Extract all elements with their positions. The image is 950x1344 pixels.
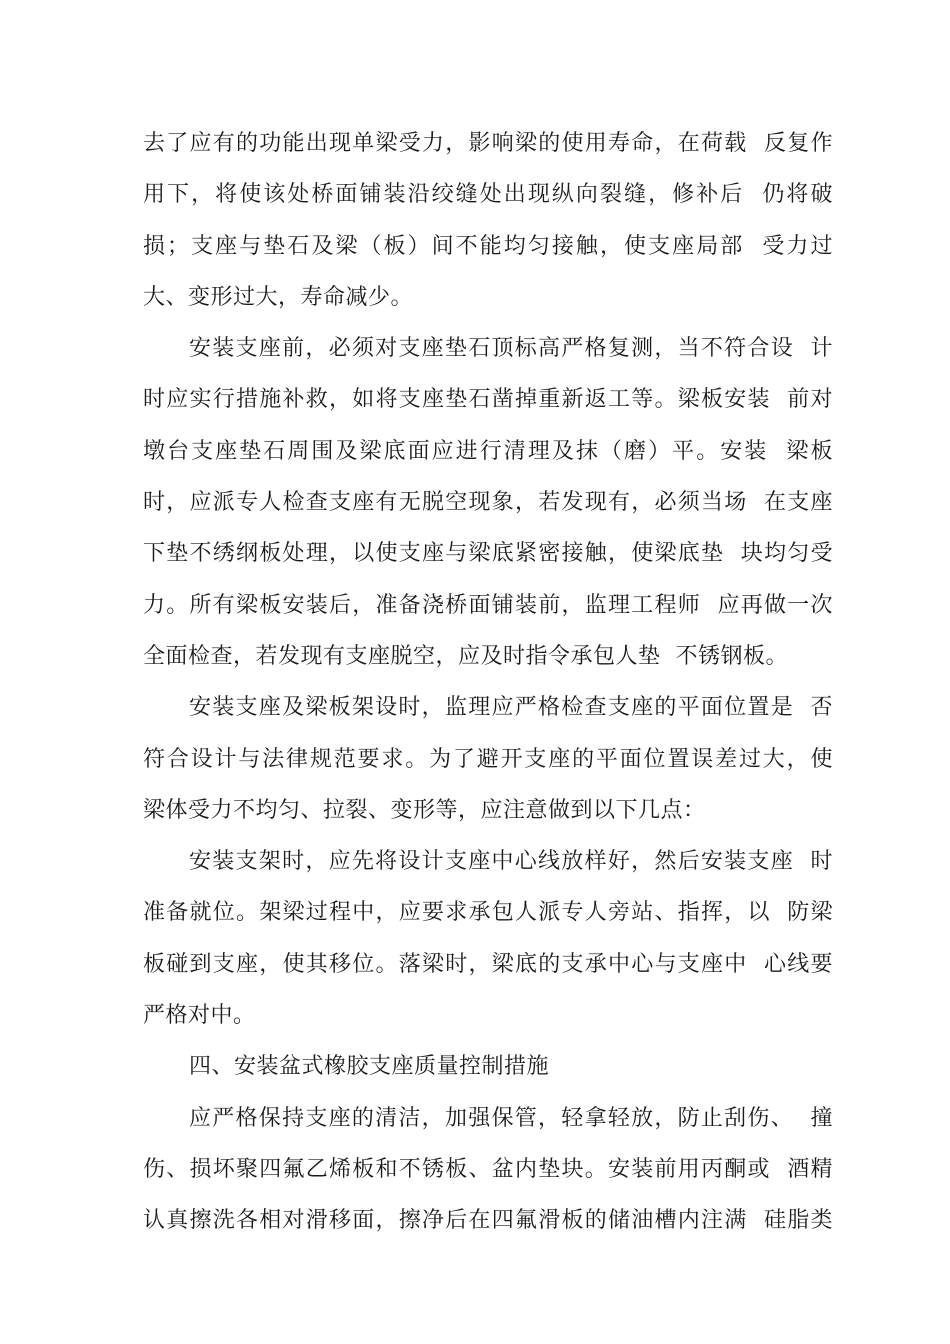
text-line: 安装支座及梁板架设时，监理应严格检查支座的平面位置是 否 [189, 695, 833, 721]
text-line: 损；支座与垫石及梁（板）间不能均匀接触，使支座局部 受力过 [143, 233, 833, 259]
text-line: 板碰到支座，使其移位。落梁时，梁底的支承中心与支座中 心线要 [143, 951, 833, 977]
text-line: 用下，将使该处桥面铺装沿绞缝处出现纵向裂缝，修补后 仍将破 [143, 182, 833, 208]
text-line: 安装支架时，应先将设计支座中心线放样好，然后安装支座 时 [189, 849, 833, 875]
text-line: 安装支座前，必须对支座垫石顶标高严格复测，当不符合设 计 [189, 336, 833, 362]
text-line: 准备就位。架梁过程中，应要求承包人派专人旁站、指挥，以 防梁 [143, 900, 833, 926]
paragraph-1 [143, 118, 833, 323]
text-line: 梁体受力不均匀、拉裂、变形等，应注意做到以下几点： [143, 797, 706, 823]
text-line: 符合设计与法律规范要求。为了避开支座的平面位置误差过大，使 [143, 746, 833, 772]
text-line: 去了应有的功能出现单梁受力，影响梁的使用寿命，在荷载 反复作 [143, 131, 833, 156]
text-line: 墩台支座垫石周围及梁底面应进行清理及抹（磨）平。安装 梁板 [143, 438, 833, 464]
text-line: 时，应派专人检查支座有无脱空现象，若发现有，必须当场 在支座 [143, 490, 833, 516]
text-line: 力。所有梁板安装后，准备浇桥面铺装前，监理工程师 应再做一次 [143, 592, 833, 618]
text-line: 时应实行措施补救，如将支座垫石凿掉重新返工等。梁板安装 前对 [143, 387, 833, 413]
text-line: 大、变形过大，寿命减少。 [143, 284, 414, 310]
section-heading-text: 四、安装盆式橡胶支座质量控制措施 [189, 1054, 550, 1080]
text-line: 应严格保持支座的清洁，加强保管，轻拿轻放，防止刮伤、 撞 [189, 1105, 833, 1131]
paragraph-2 [143, 323, 833, 682]
text-line: 伤、损坏聚四氟乙烯板和不锈板、盆内垫块。安装前用丙酮或 酒精 [143, 1156, 833, 1182]
paragraph-5 [143, 1093, 833, 1247]
text-line: 全面检查，若发现有支座脱空，应及时指令承包人垫 不锈钢板。 [143, 643, 788, 669]
text-line: 下垫不绣纲板处理，以使支座与梁底紧密接触，使梁底垫 块均匀受 [143, 541, 833, 567]
document-body [143, 118, 833, 1247]
paragraph-3 [143, 682, 833, 836]
paragraph-4 [143, 836, 833, 1041]
text-line: 严格对中。 [143, 1003, 256, 1029]
section-heading [143, 1041, 833, 1092]
text-line: 认真擦洗各相对滑移面，擦净后在四氟滑板的储油槽内注满 硅脂类 [143, 1208, 833, 1234]
